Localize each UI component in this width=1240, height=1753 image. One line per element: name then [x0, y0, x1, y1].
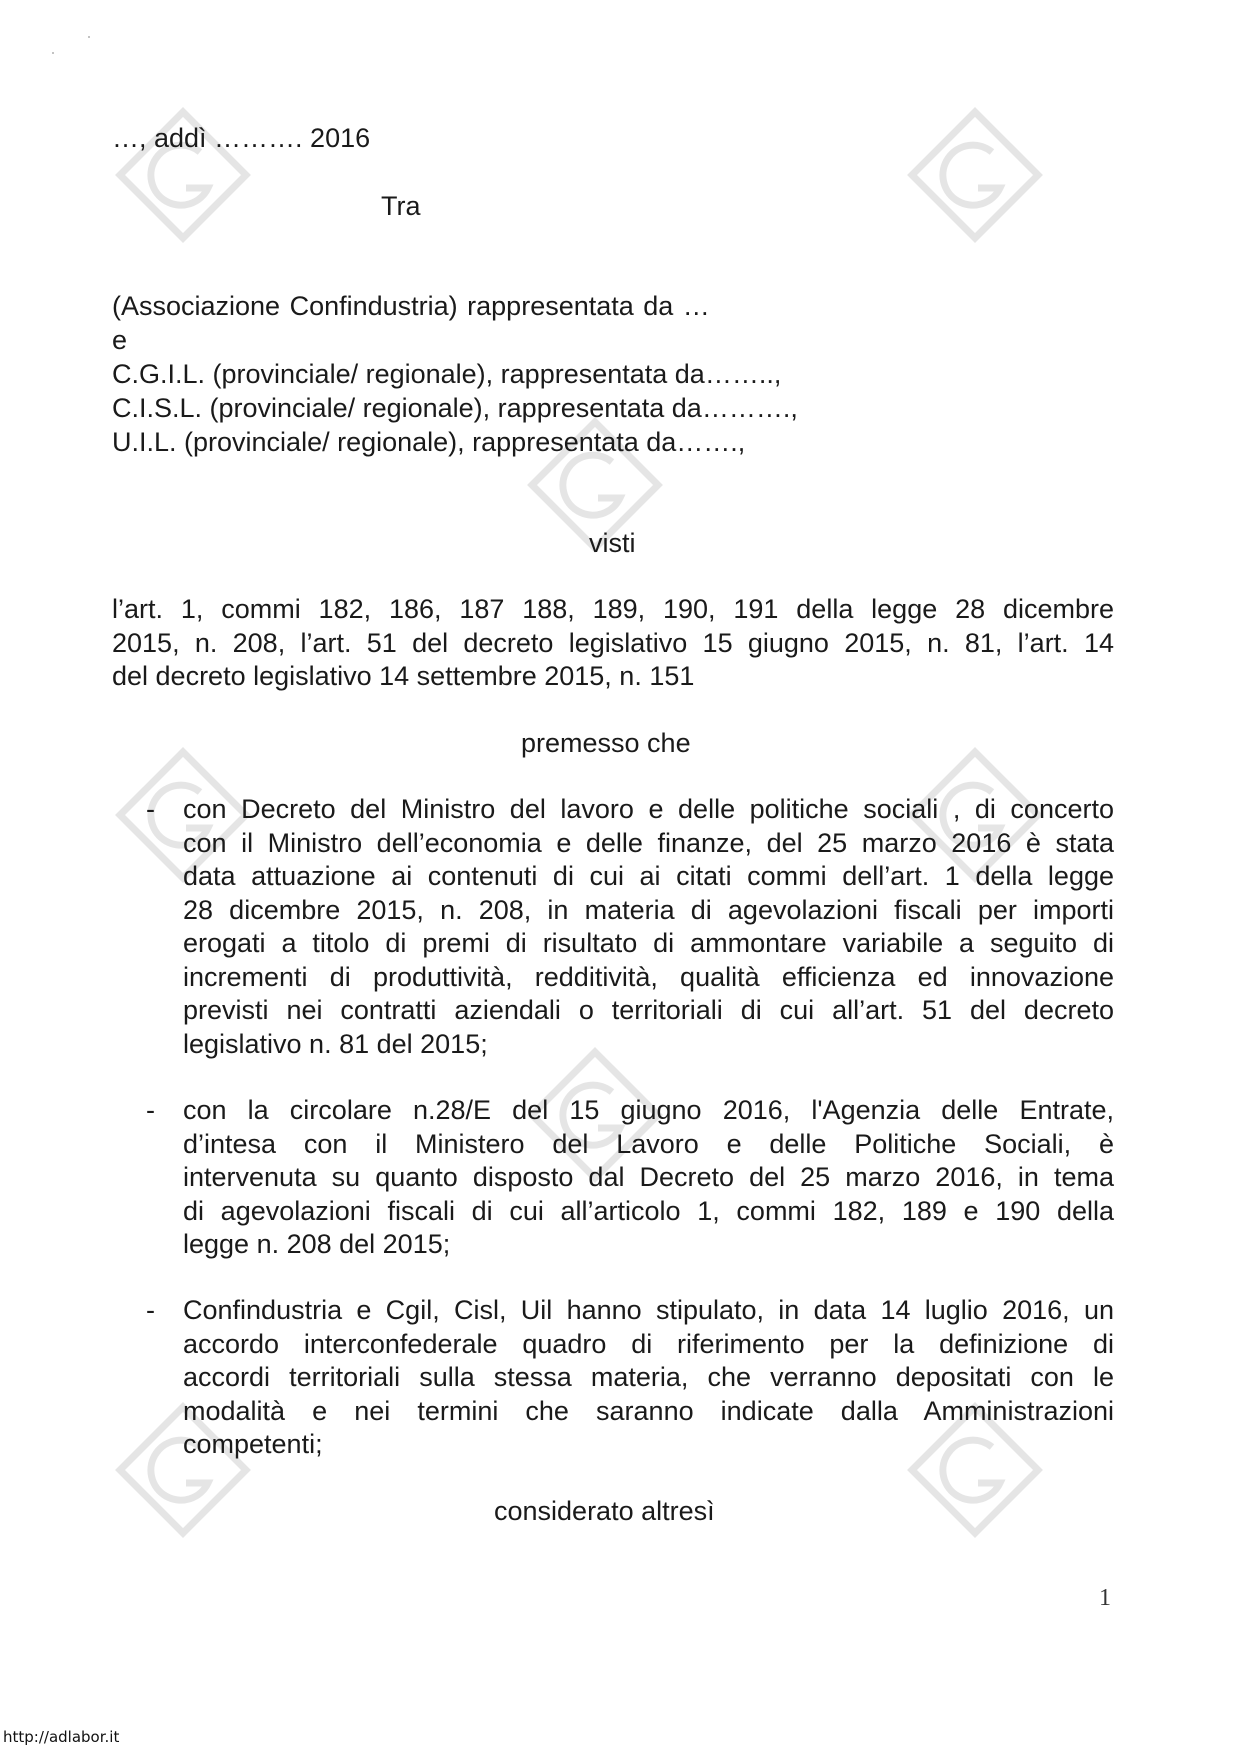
paragraph-line: l’art. 1, commi 182, 186, 187 188, 189, 190, 191 della legge 28 dicembre [112, 594, 1114, 624]
premesso-item-1 [183, 793, 1114, 1061]
paragraph-line: erogati a titolo di premi di risultato di ammontare variabile a seguito di [183, 928, 1114, 958]
scan-speck [88, 36, 90, 38]
bullet-marker: - [146, 1295, 155, 1325]
paragraph-line: incrementi di produttività, redditività, qualità efficienza ed innovazione [183, 961, 1114, 992]
tra-heading: Tra [381, 191, 421, 221]
visti-paragraph [112, 593, 1114, 694]
paragraph-line: modalità e nei termini che saranno indicate dalla Amministrazioni [183, 1395, 1114, 1426]
place-date-line: …, addì ………. 2016 [112, 123, 371, 153]
paragraph-line: di agevolazioni fiscali di cui all’articolo 1, commi 182, 189 e 190 della [183, 1195, 1114, 1226]
paragraph-line: accordo interconfederale quadro di riferimento per la definizione di [183, 1328, 1114, 1359]
stamp-watermark-icon [900, 100, 1050, 250]
party-cgil: C.G.I.L. (provinciale/ regionale), rappresentata da…….., [112, 359, 782, 389]
paragraph-line: con Decreto del Ministro del lavoro e delle politiche sociali , di concerto [183, 794, 1114, 824]
page-number: 1 [1099, 1585, 1111, 1611]
premesso-heading: premesso che [521, 728, 691, 758]
bullet-marker: - [146, 1095, 155, 1125]
paragraph-line: d’intesa con il Ministero del Lavoro e delle Politiche Sociali, è [183, 1128, 1114, 1159]
party-uil: U.I.L. (provinciale/ regionale), rappresentata da……., [112, 427, 746, 457]
footer-url: http://adlabor.it [3, 1728, 120, 1746]
paragraph-line: 28 dicembre 2015, n. 208, in materia di agevolazioni fiscali per importi [183, 894, 1114, 925]
paragraph-line: data attuazione ai contenuti di cui ai citati commi dell’art. 1 della legge [183, 861, 1114, 891]
paragraph-line: con il Ministro dell’economia e delle finanze, del 25 marzo 2016 è stata [183, 827, 1114, 858]
paragraph-line: legge n. 208 del 2015; [183, 1229, 451, 1259]
party-confindustria: (Associazione Confindustria) rappresentata da … [112, 291, 710, 321]
premesso-item-3 [183, 1294, 1114, 1462]
party-connector: e [112, 325, 128, 355]
paragraph-line: previsti nei contratti aziendali o territoriali di cui all’art. 51 del decreto [183, 995, 1114, 1025]
paragraph-line: con la circolare n.28/E del 15 giugno 2016, l'Agenzia delle Entrate, [183, 1095, 1114, 1125]
paragraph-line: accordi territoriali sulla stessa materia, che verranno depositati con le [183, 1362, 1114, 1392]
paragraph-line: Confindustria e Cgil, Cisl, Uil hanno stipulato, in data 14 luglio 2016, un [183, 1295, 1114, 1325]
premesso-item-2 [183, 1094, 1114, 1262]
party-cisl: C.I.S.L. (provinciale/ regionale), rappresentata da………., [112, 393, 798, 423]
bullet-marker: - [146, 794, 155, 824]
paragraph-line: legislativo n. 81 del 2015; [183, 1028, 488, 1059]
paragraph-line: intervenuta su quanto disposto dal Decreto del 25 marzo 2016, in tema [183, 1162, 1114, 1192]
visti-heading: visti [589, 528, 636, 558]
paragraph-line: competenti; [183, 1429, 323, 1459]
paragraph-line: 2015, n. 208, l’art. 51 del decreto legislativo 15 giugno 2015, n. 81, l’art. 14 [112, 627, 1114, 658]
considerato-heading: considerato altresì [494, 1496, 715, 1526]
paragraph-line: del decreto legislativo 14 settembre 2015, n. 151 [112, 661, 695, 691]
scan-speck [52, 52, 54, 54]
